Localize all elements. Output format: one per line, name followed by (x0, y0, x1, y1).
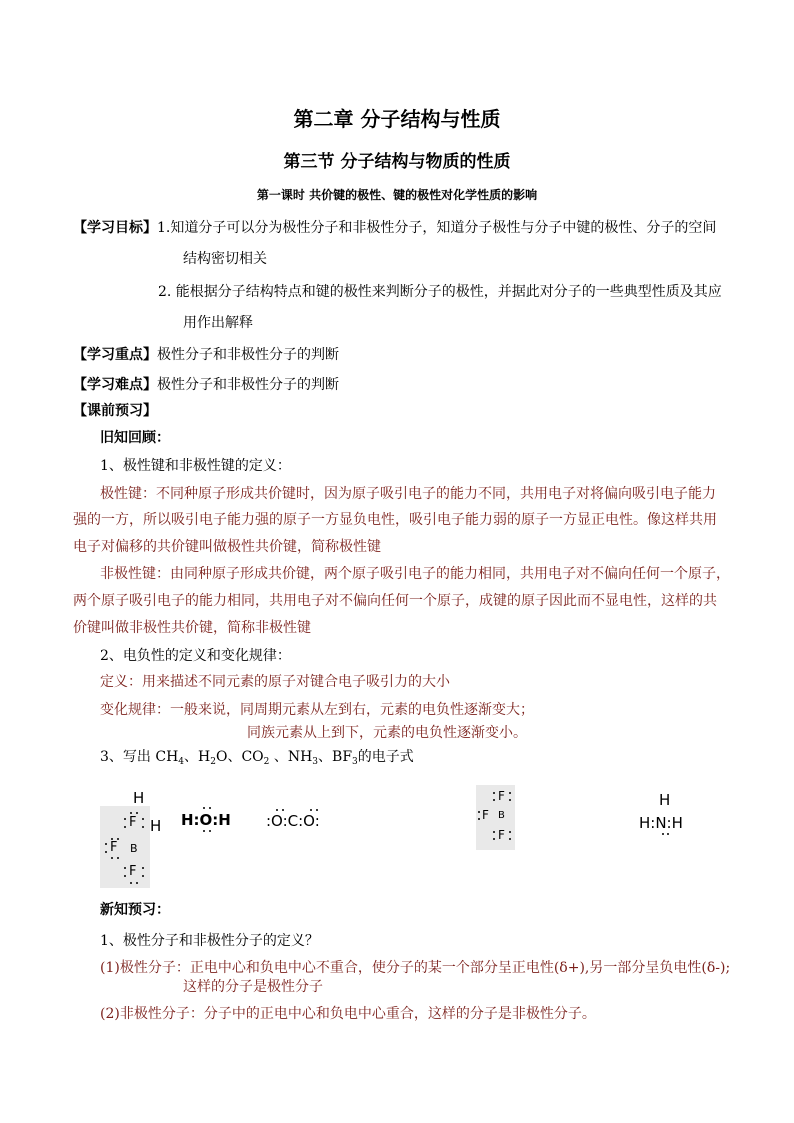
lewis1-dot (130, 882, 132, 884)
lewis1-f-bottom: F (129, 864, 137, 879)
new-preview-title: 新知预习： (100, 902, 170, 918)
lewis-nh3-h-top: H (659, 791, 671, 809)
q3-heading (100, 746, 414, 767)
q3-text-c: O、CO (215, 749, 264, 765)
goals-item1-line2: 结构密切相关 (183, 251, 267, 267)
lewis1-h-right: H (150, 817, 162, 835)
lewis-bf3-dot (493, 792, 495, 794)
lewis1-dot (105, 851, 107, 853)
lewis1-dot (124, 826, 126, 828)
lewis1-dot (124, 867, 126, 869)
new-q1-heading: 1、极性分子和非极性分子的定义？ (100, 933, 319, 949)
lewis1-dot (111, 857, 113, 859)
polar-line1: 极性键：不同种原子形成共价键时，因为原子吸引电子的能力不同，共用电子对将偏向吸引电子能力 (100, 486, 716, 502)
lewis1-b: B (130, 842, 138, 855)
lewis1-f-left: F (110, 840, 118, 855)
lewis-h2o-dot (203, 830, 205, 832)
lewis1-dot (142, 826, 144, 828)
q3-sub-2b: 2 (263, 757, 270, 767)
lewis-bf3-dot (493, 799, 495, 801)
lewis1-dot (111, 838, 113, 840)
rule-line1: 变化规律：一般来说，同周期元素从左到右，元素的电负性逐渐变大； (100, 702, 534, 718)
lewis-nh3-dot (667, 833, 669, 835)
q3-sub-3: 3 (312, 757, 319, 767)
focus-text: 极性分子和非极性分子的判断 (157, 347, 339, 363)
goals-line1 (73, 217, 716, 237)
focus-line (73, 344, 339, 364)
nonpolar-line2: 两个原子吸引电子的能力相同，共用电子对不偏向任何一个原子，成键的原子因此而不显电性，这样的共 (73, 593, 717, 609)
polar-molecule-line2: 这样的分子是极性分子 (183, 979, 323, 995)
lewis1-dot (117, 838, 119, 840)
lewis-co2-text: :O:C:O: (266, 812, 320, 830)
nonpolar-line1: 非极性键：由同种原子形成共价键，两个原子吸引电子的能力相同，共用电子对不偏向任何一个原子， (100, 566, 730, 582)
rule-line2: 同族元素从上到下，元素的电负性逐渐变小。 (247, 725, 527, 741)
q3-text-d: 、NH (269, 749, 313, 765)
lewis-bf3-dot (493, 831, 495, 833)
goals-item2-line2: 用作出解释 (183, 315, 253, 331)
goals-item1-line1: 1.知道分子可以分为极性分子和非极性分子，知道分子极性与分子中键的极性、分子的空间 (157, 220, 717, 236)
q3-text-f: 的电子式 (357, 749, 414, 765)
lesson-title: 第一课时 共价键的极性、键的极性对化学性质的影响 (256, 188, 538, 202)
lewis-bf3-dot (509, 792, 511, 794)
lewis1-dot (142, 867, 144, 869)
lewis1-dot (136, 882, 138, 884)
lewis1-dot (124, 875, 126, 877)
polar-molecule-line1: (1)极性分子：正电中心和负电中心不重合，使分子的某一个部分呈正电性(δ+),另一部分呈负电性(δ-); (100, 960, 731, 976)
polar-line2: 强的一方，所以吸引电子能力强的原子一方显负电性，吸引电子能力弱的原子一方显正电性。像这样共用 (73, 512, 717, 528)
q3-sub-4: 4 (178, 757, 185, 767)
difficulty-text: 极性分子和非极性分子的判断 (157, 377, 339, 393)
q3-text-a: 3、写出 CH (100, 749, 179, 765)
lewis-co2-dot (310, 809, 312, 811)
lewis-nh3-dot (662, 833, 664, 835)
lewis1-f: F (129, 815, 137, 830)
q2-heading: 2、电负性的定义和变化规律： (100, 648, 291, 664)
definition-line: 定义：用来描述不同元素的原子对键合电子吸引力的大小 (100, 674, 450, 690)
nonpolar-molecule-line: (2)非极性分子：分子中的正电中心和负电中心重合，这样的分子是非极性分子。 (100, 1006, 596, 1022)
lewis-h2o-dot (209, 830, 211, 832)
lewis-bf3-f-bottom: F (498, 828, 505, 842)
difficulty-line (73, 374, 339, 394)
lewis1-dot (117, 857, 119, 859)
lewis-co2-dot (316, 809, 318, 811)
lewis1-dot (130, 812, 132, 814)
q3-sub-3b: 3 (352, 757, 358, 767)
lewis-bf3-dot (493, 838, 495, 840)
q3-sub-2: 2 (210, 757, 216, 767)
q1-heading: 1、极性键和非极性键的定义： (100, 458, 291, 474)
review-title: 旧知回顾： (100, 430, 170, 446)
preview-label: 【课前预习】 (73, 403, 157, 419)
lewis-co2-dot (282, 809, 284, 811)
nonpolar-line3: 价键叫做非极性共价键，简称非极性键 (73, 620, 311, 636)
lewis1-dot (142, 875, 144, 877)
goals-item2-line1: 2. 能根据分子结构特点和键的极性来判断分子的极性，并据此对分子的一些典型性质及其应 (158, 284, 722, 300)
lewis-co2-dot (276, 809, 278, 811)
lewis1-dot (105, 843, 107, 845)
lewis-bf3-b: B (498, 810, 505, 821)
lewis-bf3-dot (478, 818, 480, 820)
lewis-nh3-mid: H:N:H (639, 814, 683, 832)
difficulty-label: 【学习难点】 (73, 377, 157, 393)
lewis-bf3-f-left: F (482, 808, 489, 822)
polar-line3: 电子对偏移的共价键叫做极性共价键，简称极性键 (73, 539, 381, 555)
lewis-h2o-text: H:O:H (181, 811, 231, 829)
section-title: 第三节 分子结构与物质的性质 (283, 152, 511, 172)
lewis-h2o-dot (203, 807, 205, 809)
lewis-bf3-dot (509, 799, 511, 801)
focus-label: 【学习重点】 (73, 347, 157, 363)
q3-text-e: 、BF (318, 749, 353, 765)
q3-text-b: 、H (184, 749, 211, 765)
chapter-title: 第二章 分子结构与性质 (293, 107, 501, 131)
lewis-bf3-f-top: F (498, 789, 505, 803)
goals-label: 【学习目标】 (73, 220, 157, 236)
lewis-bf3-dot (478, 811, 480, 813)
lewis-h2o-dot (209, 807, 211, 809)
lewis-bf3-dot (509, 831, 511, 833)
lewis1-dot (136, 812, 138, 814)
lewis1-dot (124, 818, 126, 820)
lewis-bf3-dot (509, 838, 511, 840)
lewis1-dot (142, 818, 144, 820)
lewis1-h-top: H (133, 789, 145, 807)
